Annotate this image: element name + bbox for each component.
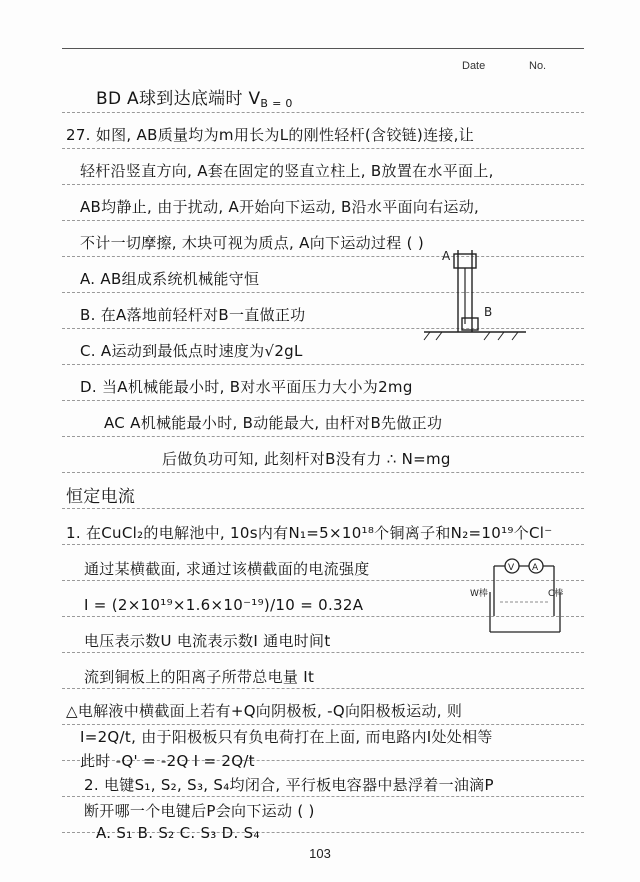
option-d: D. 当A机械能最小时, B对水平面压力大小为2mg: [80, 378, 413, 396]
note-line-1: 电压表示数U 电流表示数I 通电时间t: [84, 632, 331, 650]
question-2-line-1: 2. 电键S₁, S₂, S₃, S₄均闭合, 平行板电容器中悬浮着一油滴P: [84, 776, 494, 794]
ruled-line: [62, 652, 584, 653]
answer-27-line-2: 后做负功可知, 此刻杆对B没有力 ∴ N=mg: [162, 450, 451, 468]
no-label: No.: [529, 60, 547, 72]
label-b: B: [484, 305, 493, 319]
ruled-line: [62, 796, 584, 797]
ruled-line: [62, 688, 584, 689]
rod-post-figure: [420, 236, 530, 342]
question-1-line-1: 1. 在CuCl₂的电解池中, 10s内有N₁=5×10¹⁸个铜离子和N₂=10¹⁹个Cl⁻: [66, 524, 553, 542]
option-c: C. A运动到最低点时速度为√2gL: [80, 342, 303, 360]
ruled-line: [62, 220, 584, 221]
answer-line-1: BD A球到达底端时 VB = 0: [96, 89, 293, 110]
label-a: A: [442, 249, 451, 263]
page-number: 103: [309, 846, 331, 861]
note-line-4: I=2Q/t, 由于阳极板只有负电荷打在上面, 而电路内I处处相等: [80, 728, 493, 746]
ruled-line: [62, 472, 584, 473]
ruled-line: [62, 724, 584, 725]
question-2-line-2: 断开哪一个电键后P会向下运动 ( ): [84, 802, 315, 820]
electrolysis-figure: [470, 556, 570, 638]
date-label: Date: [462, 60, 486, 72]
header-rule: [62, 48, 584, 49]
ruled-line: [62, 364, 584, 365]
ruled-line: [62, 184, 584, 185]
ruled-line: [62, 436, 584, 437]
note-line-2: 流到铜板上的阳离子所带总电量 It: [84, 668, 315, 686]
question-27-line-2: 轻杆沿竖直方向, A套在固定的竖直立柱上, B放置在水平面上,: [80, 162, 494, 180]
question-2-options: A. S₁ B. S₂ C. S₃ D. S₄: [96, 824, 260, 842]
note-line-5: 此时 -Q' = -2Q I = 2Q/t: [80, 752, 255, 770]
current-calculation: I = (2×10¹⁹×1.6×10⁻¹⁹)/10 = 0.32A: [84, 596, 364, 614]
note-line-3: △电解液中横截面上若有+Q向阴极板, -Q向阳极板运动, 则: [66, 702, 463, 720]
w-rod-label: W棒: [470, 589, 488, 599]
section-title-constant-current: 恒定电流: [66, 487, 136, 507]
ruled-line: [62, 400, 584, 401]
answer-27-line-1: AC A机械能最小时, B动能最大, 由杆对B先做正功: [104, 414, 443, 432]
option-b: B. 在A落地前轻杆对B一直做正功: [80, 306, 306, 324]
question-27-line-3: AB均静止, 由于扰动, A开始向下运动, B沿水平面向右运动,: [80, 198, 480, 216]
question-27-line-4: 不计一切摩擦, 木块可视为质点, A向下运动过程 ( ): [80, 234, 424, 252]
ruled-line: [62, 508, 584, 509]
question-1-line-2: 通过某横截面, 求通过该横截面的电流强度: [84, 560, 370, 578]
voltmeter-v: V: [508, 563, 515, 573]
vb-subscript-equation: B = 0: [260, 97, 293, 110]
c-rod-label: C棒: [548, 589, 564, 599]
question-27-line-1: 27. 如图, AB质量均为m用长为L的刚性轻杆(含铰链)连接,让: [66, 126, 475, 144]
ruled-line: [62, 544, 584, 545]
ruled-line: [62, 148, 584, 149]
option-a: A. AB组成系统机械能守恒: [80, 270, 260, 288]
ammeter-a: A: [532, 563, 539, 573]
